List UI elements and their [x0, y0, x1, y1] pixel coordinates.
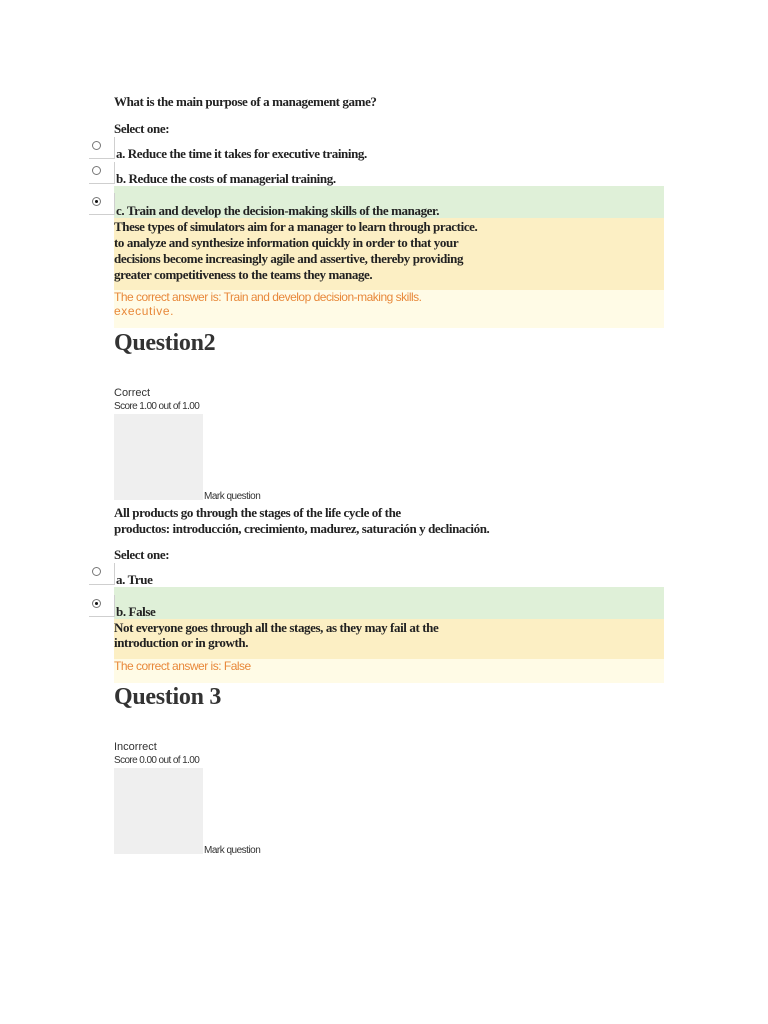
option-c-label[interactable]: c. Train and develop the decision-making skills of the manager. [116, 203, 440, 218]
radio-option-b[interactable] [89, 595, 115, 617]
select-one-label: Select one: [114, 547, 170, 562]
radio-unchecked-icon [92, 567, 101, 576]
radio-checked-icon [92, 197, 101, 206]
radio-option-a[interactable] [89, 137, 115, 159]
radio-option-a[interactable] [89, 563, 115, 585]
question-grade: Score 0.00 out of 1.00 [114, 755, 200, 766]
option-b-label[interactable]: b. False [116, 604, 156, 619]
question-text-line: productos: introducción, crecimiento, madurez, saturación y declinación. [114, 521, 490, 536]
radio-unchecked-icon [92, 141, 101, 150]
flag-question-box[interactable] [114, 414, 203, 500]
option-a-label[interactable]: a. True [116, 572, 153, 587]
general-feedback [114, 218, 664, 290]
feedback-line: to analyze and synthesize information quickly in order to that your [114, 235, 459, 250]
option-a-label[interactable]: a. Reduce the time it takes for executive training. [116, 146, 367, 161]
radio-option-b[interactable] [89, 162, 115, 184]
radio-unchecked-icon [92, 166, 101, 175]
mark-question-link[interactable]: Mark question [204, 845, 261, 856]
feedback-line: introduction or in growth. [114, 635, 249, 650]
feedback-line: greater competitiveness to the teams they manage. [114, 267, 373, 282]
question-title: Question 3 [114, 684, 222, 710]
right-answer-text: The correct answer is: Train and develop decision-making skills. [114, 290, 422, 304]
right-answer [114, 659, 664, 683]
right-answer [114, 290, 664, 328]
question-grade: Score 1.00 out of 1.00 [114, 401, 200, 412]
option-b-label[interactable]: b. Reduce the costs of managerial training. [116, 171, 336, 186]
general-feedback [114, 619, 664, 659]
right-answer-text-cont: executive. [114, 304, 175, 318]
select-one-label: Select one: [114, 121, 170, 136]
radio-option-c[interactable] [89, 193, 115, 215]
question-state: Incorrect [114, 741, 157, 753]
question-title: Question2 [114, 330, 216, 356]
right-answer-text: The correct answer is: False [114, 659, 251, 673]
feedback-line: Not everyone goes through all the stages, as they may fail at the [114, 620, 439, 635]
flag-question-box[interactable] [114, 768, 203, 854]
question-text: What is the main purpose of a management game? [114, 94, 377, 109]
feedback-line: These types of simulators aim for a manager to learn through practice. [114, 219, 478, 234]
mark-question-link[interactable]: Mark question [204, 491, 261, 502]
correct-option-highlight [114, 587, 664, 619]
radio-checked-icon [92, 599, 101, 608]
question-text-line: All products go through the stages of the life cycle of the [114, 505, 401, 520]
feedback-line: decisions become increasingly agile and assertive, thereby providing [114, 251, 464, 266]
question-state: Correct [114, 387, 151, 399]
